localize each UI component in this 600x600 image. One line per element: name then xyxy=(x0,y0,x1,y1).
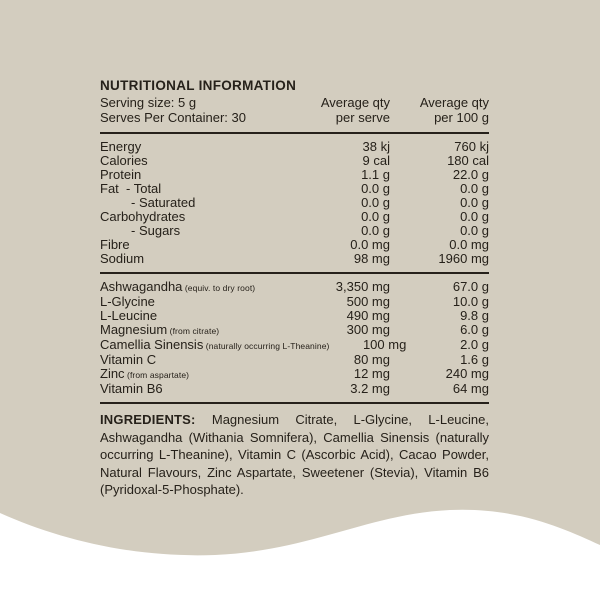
value-per-100g: 0.0 g xyxy=(460,195,489,210)
nutrient-name: Carbohydrates xyxy=(100,209,186,224)
table-row xyxy=(100,196,489,210)
table-row xyxy=(100,338,489,353)
table-header xyxy=(100,95,489,125)
table-row xyxy=(100,238,489,252)
serves-per-container: Serves Per Container: 30 xyxy=(100,110,246,125)
column-header-per-serve: Average qty per serve xyxy=(320,95,390,125)
value-per-100g: 1.6 g xyxy=(460,352,489,367)
value-per-100g: 0.0 g xyxy=(460,223,489,238)
table-row xyxy=(100,353,489,367)
value-per-100g: 67.0 g xyxy=(452,279,489,294)
nutrient-name: Zinc (from aspartate) xyxy=(100,366,190,381)
table-row xyxy=(100,140,489,154)
table-row xyxy=(100,252,489,266)
nutrients-table xyxy=(100,134,489,272)
value-per-serve: 500 mg xyxy=(346,294,390,309)
nutrient-name: Calories xyxy=(100,153,148,168)
table-row xyxy=(100,210,489,224)
nutrient-note: (from aspartate) xyxy=(124,370,190,380)
divider-bottom xyxy=(100,402,489,404)
nutrient-name: L-Glycine xyxy=(100,294,155,309)
value-per-100g: 1960 mg xyxy=(438,251,489,266)
ingredients-text: Magnesium Citrate, L-Glycine, L-Leucine, Ashwagandha (Withania Somnifera), Camellia Sinensis (naturally occurring L-Theanine), Vitamin C (Ascorbic Acid), Cacao Powder, Natural Flavours, Zinc Aspartate, Sweetener (Stevia), Vitamin B6 (Pyridoxal-5-Phosphate). xyxy=(100,412,489,497)
value-per-serve: 1.1 g xyxy=(361,167,390,182)
nutrient-name: Vitamin C xyxy=(100,352,157,367)
nutrient-name: Ashwagandha (equiv. to dry root) xyxy=(100,279,256,294)
value-per-serve: 3.2 mg xyxy=(350,381,390,396)
value-per-serve: 80 mg xyxy=(353,352,390,367)
value-per-100g: 9.8 g xyxy=(460,308,489,323)
nutrient-name: Vitamin B6 xyxy=(100,381,163,396)
nutrient-name: Protein xyxy=(100,167,142,182)
value-per-100g: 2.0 g xyxy=(460,337,489,352)
value-per-100g: 760 kj xyxy=(454,139,489,154)
table-row xyxy=(100,182,489,196)
value-per-100g: 10.0 g xyxy=(452,294,489,309)
table-row xyxy=(100,295,489,309)
value-per-serve: 0.0 g xyxy=(361,209,390,224)
value-per-100g: 22.0 g xyxy=(452,167,489,182)
value-per-100g: 240 mg xyxy=(445,366,489,381)
nutrient-name: - Sugars xyxy=(131,223,181,238)
value-per-serve: 100 mg xyxy=(362,337,407,352)
serving-size: Serving size: 5 g xyxy=(100,95,197,110)
ingredients-paragraph xyxy=(100,411,489,499)
table-row xyxy=(100,224,489,238)
nutrient-note: (from citrate) xyxy=(167,326,220,336)
value-per-serve: 0.0 g xyxy=(361,223,390,238)
value-per-100g: 0.0 g xyxy=(460,181,489,196)
table-row xyxy=(100,280,489,295)
value-per-serve: 12 mg xyxy=(353,366,390,381)
value-per-serve: 38 kj xyxy=(362,139,390,154)
value-per-serve: 490 mg xyxy=(346,308,390,323)
nutrient-name: Magnesium (from citrate) xyxy=(100,322,220,337)
value-per-100g: 0.0 mg xyxy=(449,237,489,252)
nutrient-name: Camellia Sinensis (naturally occurring L-Theanine) xyxy=(100,337,330,352)
value-per-serve: 0.0 g xyxy=(361,181,390,196)
nutrition-panel xyxy=(100,78,489,499)
table-row xyxy=(100,323,489,338)
value-per-serve: 3,350 mg xyxy=(335,279,390,294)
value-per-100g: 0.0 g xyxy=(460,209,489,224)
table-row xyxy=(100,168,489,182)
value-per-serve: 98 mg xyxy=(353,251,390,266)
panel-title: NUTRITIONAL INFORMATION xyxy=(100,78,297,93)
table-row xyxy=(100,309,489,323)
table-row xyxy=(100,367,489,382)
table-row xyxy=(100,382,489,396)
nutrient-note: (naturally occurring L-Theanine) xyxy=(203,341,330,351)
table-row xyxy=(100,154,489,168)
ingredients-heading: INGREDIENTS: xyxy=(100,412,196,427)
column-header-per-100g: Average qty per 100 g xyxy=(419,95,489,125)
nutrient-name: L-Leucine xyxy=(100,308,158,323)
serving-info xyxy=(100,95,298,125)
nutrient-note: (equiv. to dry root) xyxy=(182,283,256,293)
nutrient-name: Sodium xyxy=(100,251,145,266)
nutrient-name: Fibre xyxy=(100,237,130,252)
nutrient-name: Energy xyxy=(100,139,142,154)
bottom-wave-decoration xyxy=(0,500,600,600)
value-per-100g: 180 cal xyxy=(447,153,489,168)
value-per-serve: 0.0 mg xyxy=(350,237,390,252)
value-per-100g: 64 mg xyxy=(452,381,489,396)
value-per-serve: 300 mg xyxy=(346,322,390,337)
value-per-serve: 0.0 g xyxy=(361,195,390,210)
value-per-serve: 9 cal xyxy=(362,153,390,168)
actives-table xyxy=(100,274,489,402)
nutrient-name: - Saturated xyxy=(131,195,196,210)
value-per-100g: 6.0 g xyxy=(460,322,489,337)
nutrient-name: Fat - Total xyxy=(100,181,162,196)
